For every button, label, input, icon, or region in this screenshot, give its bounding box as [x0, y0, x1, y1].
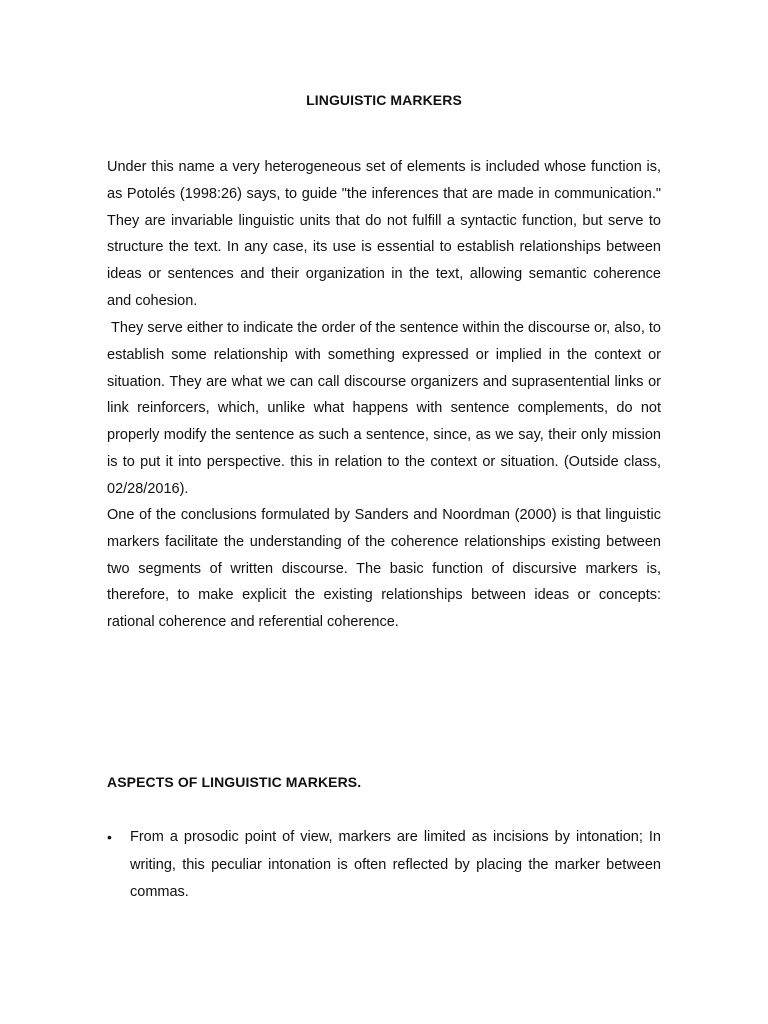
paragraph-2-text: They serve either to indicate the order of the sentence within the discourse or, also, to establish some relationship with something expressed or implied in the context or situation. They are what we can call discourse organizers and suprasentential links or link reinforcers, which, unlike what happens with sentence complements, do not properly modify the sentence as such a sentence, since, as we say, their only mission is to put it into perspective. this in relation to the context or situation. (Outside class, 02/28/2016).: [107, 320, 661, 497]
bullet-list: [107, 824, 661, 907]
section-heading: ASPECTS OF LINGUISTIC MARKERS.: [107, 774, 362, 790]
paragraph-3: [107, 502, 661, 636]
document-title: LINGUISTIC MARKERS: [306, 92, 462, 108]
bullet-text: From a prosodic point of view, markers are limited as incisions by intonation; In writing, this peculiar intonation is often reflected by placing the marker between commas.: [130, 829, 661, 900]
paragraph-2: [107, 315, 661, 503]
paragraph-3-text: One of the conclusions formulated by Sanders and Noordman (2000) is that linguistic markers facilitate the understanding of the coherence relationships existing between two segments of written discourse. The basic function of discursive markers is, therefore, to make explicit the existing relationships between ideas or concepts: rational coherence and referential coherence.: [107, 507, 661, 631]
paragraph-1-text: Under this name a very heterogeneous set of elements is included whose function is, as Potolés (1998:26) says, to guide "the inferences that are made in communication." They are invariable linguistic units that do not fulfill a syntactic function, but serve to structure the text. In any case, its use is essential to establish relationships between ideas or sentences and their organization in the text, allowing semantic coherence and cohesion.: [107, 159, 661, 309]
paragraph-1: [107, 154, 661, 315]
bullet-icon: •: [107, 829, 112, 845]
list-item: [107, 824, 661, 907]
